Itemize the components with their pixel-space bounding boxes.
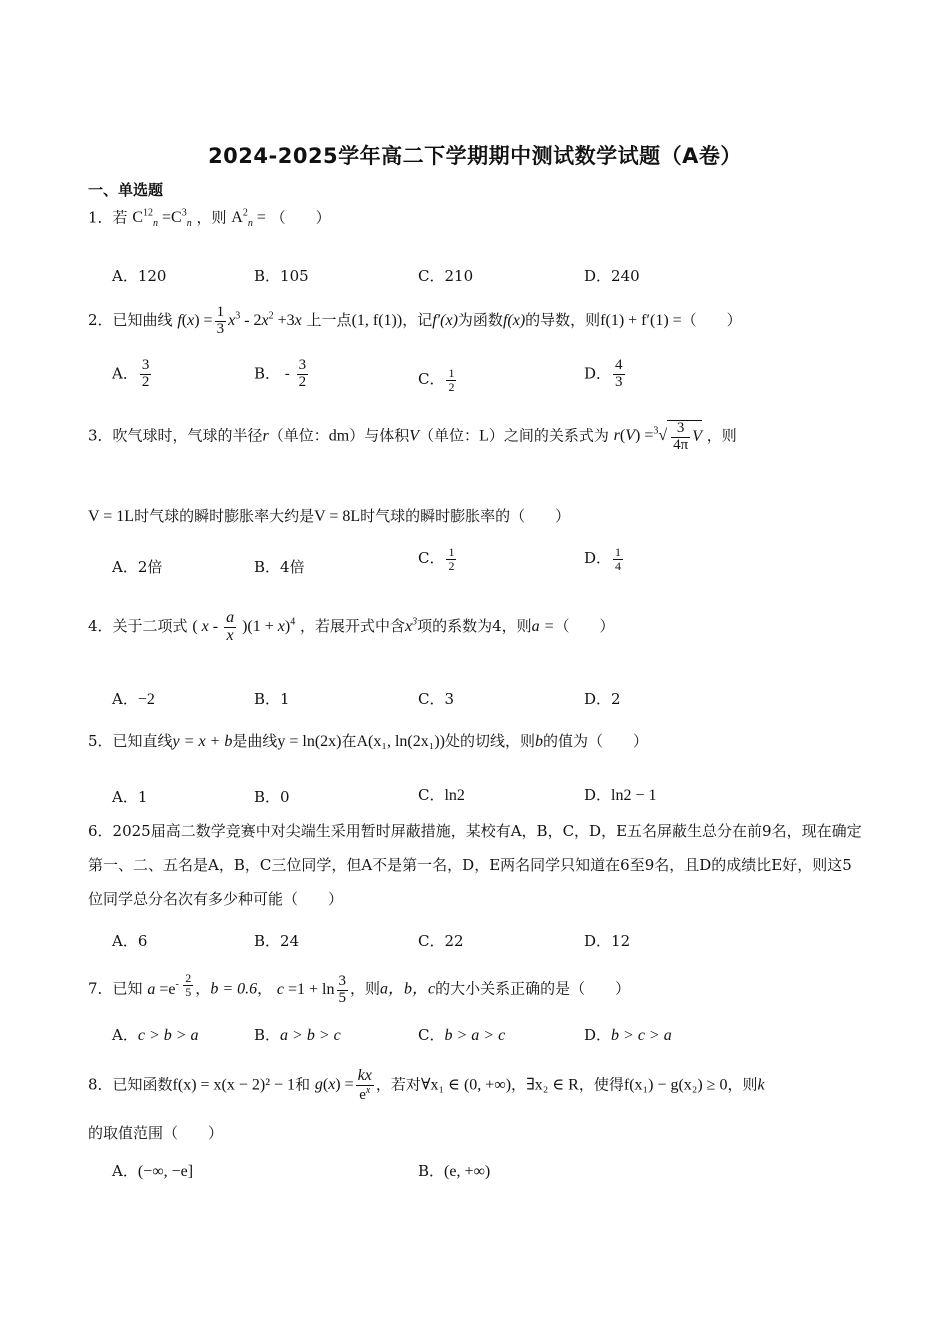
- q8-option-b[interactable]: B．(e, +∞): [418, 1162, 491, 1180]
- question-3: 3．吹气球时，气球的半径r（单位：dm）与体积V（单位：L）之间的关系式为 r(V) =$^3$√ $\frac{3}{4\pi}$ V ，则: [88, 420, 737, 453]
- q4-option-a[interactable]: A．−2: [112, 690, 155, 708]
- q2-option-d[interactable]: D． $\frac{4}{3}$: [584, 357, 623, 390]
- q1-option-b[interactable]: B．105: [254, 267, 309, 285]
- q7-option-b[interactable]: B．a > b > c: [254, 1026, 341, 1044]
- question-5: 5．已知直线y = x + b是曲线y = ln(2x)在A(x₁, ln(2x₁))处的切线，则b的值为（ ）: [88, 732, 648, 750]
- q3-option-a[interactable]: A．2倍: [112, 558, 163, 576]
- question-1: 1．若 $C^{12}_n =C^3_n$ ，则 $A^2_n$ = （ ）: [88, 208, 331, 230]
- q3-option-b[interactable]: B．4倍: [254, 558, 305, 576]
- q5-option-b[interactable]: B．0: [254, 788, 290, 806]
- question-8-line-2: 的取值范围（ ）: [88, 1124, 224, 1142]
- q2-function: f(x) = $\frac{1}{3}$ $x^3 - 2x^2 +3x$: [177, 304, 302, 337]
- question-8: 8．已知函数f(x) = x(x − 2)² − 1和 g(x) = $\frac{kx}{e^x}$ ，若对∀x₁ ∈ (0, +∞)，∃x₂ ∈ R，使得f(x₁) − g(x₂) ≥ 0，则k: [88, 1067, 765, 1103]
- q4-binomial: ( x - $\frac{a}{x}$ )$(1 + x)^4$: [192, 609, 296, 644]
- q1-option-a[interactable]: A．120: [112, 267, 167, 285]
- q2-option-b[interactable]: B． - $\frac{3}{2}$: [254, 357, 307, 390]
- q6-option-c[interactable]: C．22: [418, 932, 464, 950]
- q1-ask: $A^2_n$ =: [231, 208, 266, 230]
- q3-option-d[interactable]: D． $\frac{1}{4}$: [584, 545, 622, 573]
- q3-option-c[interactable]: C． $\frac{1}{2}$: [418, 545, 455, 573]
- q5-option-c[interactable]: C．ln2: [418, 786, 465, 804]
- question-2: 2．已知曲线 f(x) = $\frac{1}{3}$ $x^3 - 2x^2 +3x$ 上一点(1, f(1))，记f′(x)为函数f(x)的导数，则f(1) + f′(1) =（ ）: [88, 304, 742, 337]
- section-heading: 一、单选题: [88, 181, 164, 199]
- q8-option-a[interactable]: A．(−∞, −e]: [112, 1162, 194, 1180]
- q1-option-c[interactable]: C．210: [418, 267, 474, 285]
- q4-option-c[interactable]: C．3: [418, 690, 455, 708]
- q1-condition: $C^{12}_n =C^3_n$: [132, 208, 192, 230]
- q6-option-d[interactable]: D．12: [584, 932, 631, 950]
- q6-option-b[interactable]: B．24: [254, 932, 300, 950]
- q3-formula: r(V) =$^3$√ $\frac{3}{4\pi}$ V: [613, 420, 702, 453]
- q7-option-c[interactable]: C．b > a > c: [418, 1026, 506, 1044]
- q6-option-a[interactable]: A．6: [112, 932, 148, 950]
- question-6: 6．2025届高二数学竞赛中对尖端生采用暂时屏蔽措施，某校有A，B，C，D，E五名屏蔽生总分在前9名，现在确定第一、二、五名是A，B，C三位同学，但A不是第一名，D，E两名同学只知道在6至9名，且D的成绩比E好，则这5位同学总分名次有多少种可能（ ）: [88, 822, 862, 908]
- q4-option-d[interactable]: D．2: [584, 690, 621, 708]
- question-7: 7．已知 $a =e^{- \frac{2}{5}}$ ，b = 0.6， c =1 + ln $\frac{3}{5}$ ，则a，b，c的大小关系正确的是（ ）: [88, 971, 631, 1006]
- q7-option-a[interactable]: A．c > b > a: [112, 1026, 199, 1044]
- page-title: 2024-2025学年高二下学期期中测试数学试题（A卷）: [208, 144, 742, 168]
- question-4: 4．关于二项式 ( x - $\frac{a}{x}$ )$(1 + x)^4$ ，若展开式中含$x^3$项的系数为4，则a =（ ）: [88, 609, 615, 644]
- question-3-line-2: V = 1L时气球的瞬时膨胀率大约是V = 8L时气球的瞬时膨胀率的（ ）: [88, 507, 571, 525]
- q1-option-d[interactable]: D．240: [584, 267, 640, 285]
- q5-option-a[interactable]: A．1: [112, 788, 148, 806]
- q5-option-d[interactable]: D．ln2 − 1: [584, 786, 657, 804]
- q7-option-d[interactable]: D．b > c > a: [584, 1026, 672, 1044]
- q2-option-a[interactable]: A． $\frac{3}{2}$: [112, 357, 150, 390]
- q4-option-b[interactable]: B．1: [254, 690, 290, 708]
- q2-option-c[interactable]: C． $\frac{1}{2}$: [418, 366, 455, 394]
